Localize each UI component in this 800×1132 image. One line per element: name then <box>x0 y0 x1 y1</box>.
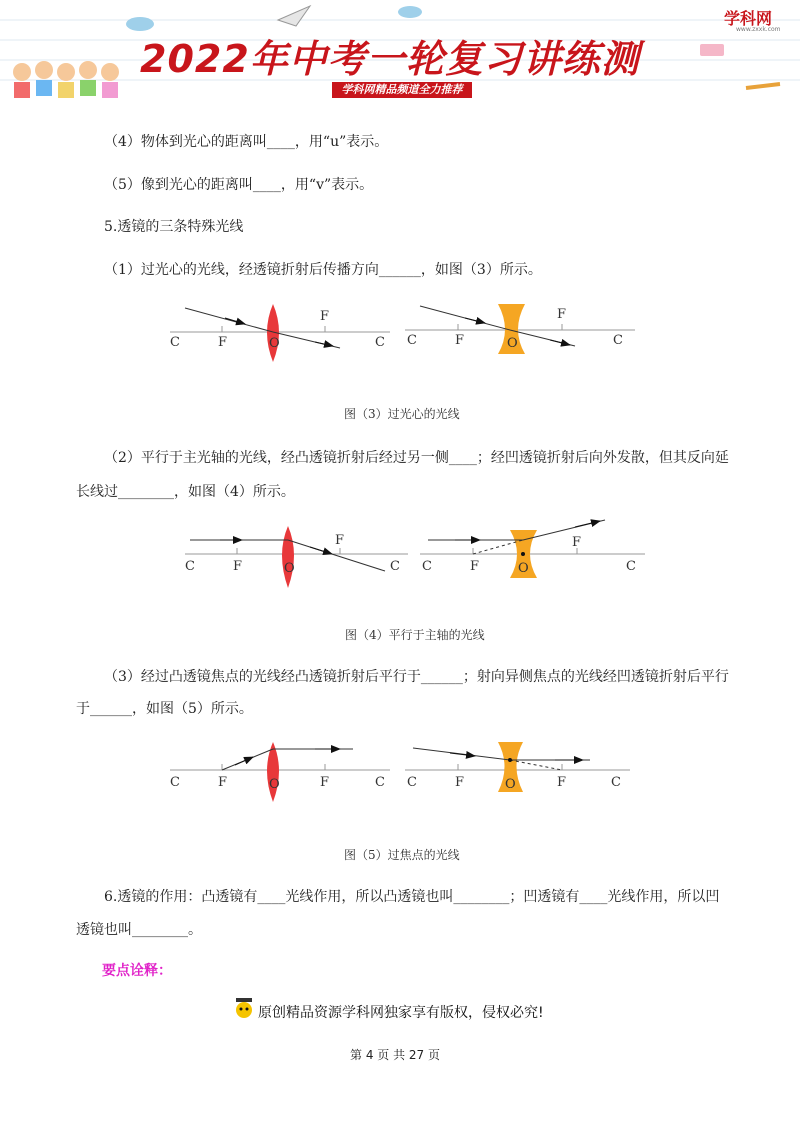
text-ray3-line2: 于______，如图（5）所示。 <box>76 701 253 717</box>
figure-4-caption: 图（4）平行于主轴的光线 <box>345 628 485 642</box>
svg-text:C: C <box>422 559 432 574</box>
text-ray2-line1: （2）平行于主光轴的光线，经凸透镜折射后经过另一侧____；经凹透镜折射后向外发散，但其反向延 <box>104 450 729 466</box>
svg-text:C: C <box>170 775 180 790</box>
svg-text:O: O <box>518 561 529 576</box>
figure-3-caption: 图（3）过光心的光线 <box>344 407 460 421</box>
figure-4-diagram <box>180 516 650 580</box>
section-heading-5: 5.透镜的三条特殊光线 <box>104 219 244 235</box>
svg-text:O: O <box>284 561 295 576</box>
svg-text:F: F <box>455 775 465 790</box>
site-logo-url: www.zxxk.com <box>736 26 781 33</box>
svg-text:F: F <box>218 775 228 790</box>
svg-text:C: C <box>407 775 417 790</box>
text-ray2-line2: 长线过________，如图（4）所示。 <box>76 484 295 500</box>
svg-text:C: C <box>390 559 400 574</box>
text-line-v: （5）像到光心的距离叫____，用“v”表示。 <box>104 177 374 193</box>
text-ray3-line1: （3）经过凸透镜焦点的光线经凸透镜折射后平行于______；射向异侧焦点的光线经凹透镜折射后平行 <box>104 669 729 685</box>
svg-text:O: O <box>269 336 280 351</box>
svg-text:C: C <box>611 775 621 790</box>
svg-text:O: O <box>507 336 518 351</box>
svg-text:C: C <box>613 333 623 348</box>
svg-text:F: F <box>320 309 330 324</box>
svg-text:F: F <box>335 533 345 548</box>
svg-text:F: F <box>455 333 465 348</box>
svg-text:O: O <box>269 777 280 792</box>
text-section6-line1: 6.透镜的作用：凸透镜有____光线作用，所以凸透镜也叫________；凹透镜有____光线作用，所以凹 <box>104 889 720 905</box>
text-ray1: （1）过光心的光线，经透镜折射后传播方向______，如图（3）所示。 <box>104 262 542 278</box>
svg-text:F: F <box>557 307 567 322</box>
svg-text:F: F <box>572 535 582 550</box>
svg-text:F: F <box>218 335 228 350</box>
page-footer: 第 4 页 共 27 页 <box>350 1048 440 1062</box>
figure-5-caption: 图（5）过焦点的光线 <box>344 848 460 862</box>
site-logo[interactable]: 学科网 <box>724 9 773 28</box>
svg-text:F: F <box>557 775 567 790</box>
banner-title: 2022年中考一轮复习讲练测 <box>140 37 640 81</box>
text-section6-line2: 透镜也叫________。 <box>76 922 202 938</box>
page-banner <box>0 0 800 108</box>
svg-text:C: C <box>375 775 385 790</box>
banner-subtitle: 学科网精品频道全力推荐 <box>332 82 472 98</box>
svg-text:F: F <box>470 559 480 574</box>
svg-text:C: C <box>185 559 195 574</box>
text-line-u: （4）物体到光心的距离叫____，用“u”表示。 <box>104 134 389 150</box>
svg-text:C: C <box>375 335 385 350</box>
svg-text:C: C <box>626 559 636 574</box>
svg-text:F: F <box>233 559 243 574</box>
light-ray <box>185 308 273 332</box>
mascot-icon <box>232 994 256 1024</box>
copyright-notice: 原创精品资源学科网独家享有版权，侵权必究! <box>258 1005 544 1021</box>
label-C: C <box>170 335 180 350</box>
figure-3-diagram <box>165 300 635 360</box>
figure-5-diagram <box>165 736 635 798</box>
key-points-heading: 要点诠释： <box>102 963 172 979</box>
svg-text:F: F <box>320 775 330 790</box>
svg-text:O: O <box>505 777 516 792</box>
svg-text:C: C <box>407 333 417 348</box>
